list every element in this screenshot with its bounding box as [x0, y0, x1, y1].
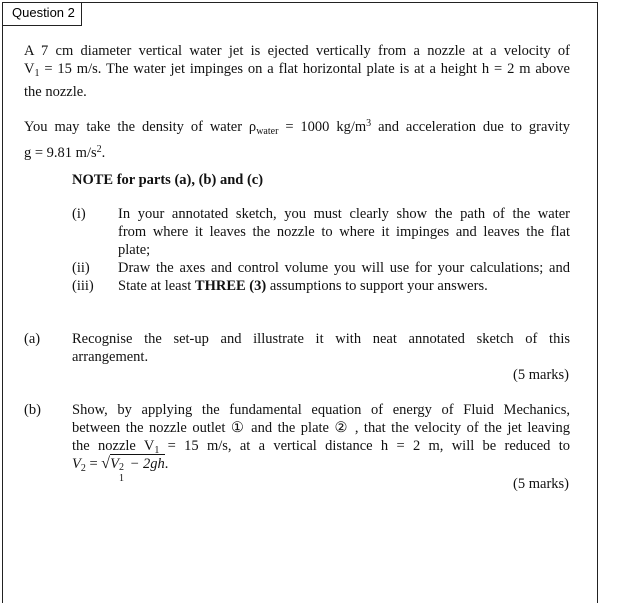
eq-lhs: V — [72, 456, 81, 472]
intro-line-1: A 7 cm diameter vertical water jet is ejected vertically from a nozzle at a velocity of — [24, 43, 570, 59]
part-b-line-3-a: the nozzle V — [72, 438, 155, 454]
eq-lhs-sub: 2 — [80, 463, 86, 474]
note-item-iii — [118, 277, 570, 295]
density-value: = 1000 kg/m — [278, 119, 367, 135]
density-superscript: 3 — [366, 118, 372, 129]
part-b-line-1: Show, by applying the fundamental equation of energy of Fluid Mechanics, — [72, 402, 570, 418]
question-label: Question 2 — [2, 2, 82, 26]
part-b-line-2: between the nozzle outlet ① and the plate ② , that the velocity of the jet leaving — [72, 420, 570, 436]
eq-equals: = — [85, 456, 102, 472]
rad-rest: − 2gh — [125, 456, 165, 472]
part-b-marks: (5 marks) — [513, 476, 569, 492]
density-text: You may take the density of water ρ — [24, 119, 257, 135]
intro-line-2-text: = 15 m/s. The water jet impinges on a flat horizontal plate is at a height h = 2 m above — [39, 61, 570, 77]
sqrt-sign: √ — [101, 455, 111, 472]
eq-end: . — [164, 456, 169, 472]
note-numeral-ii: (ii) — [72, 260, 90, 276]
rad-sup: 2 — [118, 462, 124, 473]
velocity-equation — [72, 455, 169, 484]
gravity-superscript: 2 — [96, 144, 102, 155]
v-symbol: V — [24, 61, 35, 77]
part-a-text — [72, 330, 570, 366]
note-item-ii — [118, 259, 570, 277]
radicand — [110, 454, 165, 484]
note-iii-bold: THREE (3) — [194, 278, 267, 294]
intro-paragraph — [24, 42, 570, 101]
part-b-line-3-sub: 1 — [154, 445, 160, 456]
note-iii-text-b: assumptions to support your answers. — [266, 278, 488, 294]
intro-line-2 — [24, 60, 570, 83]
constants-paragraph — [24, 115, 570, 162]
note-iii-text-a: State at least — [118, 278, 195, 294]
rad-v: V — [110, 456, 119, 472]
density-subscript: water — [256, 126, 279, 137]
note-numeral-iii: (iii) — [72, 278, 94, 294]
part-a-marks: (5 marks) — [513, 367, 569, 383]
rad-sub: 1 — [118, 473, 124, 484]
part-a-line-2: arrangement. — [72, 349, 149, 365]
note-i-line-2: from where it leaves the nozzle to where it impinges and leaves the flat — [118, 224, 570, 240]
note-heading: NOTE for parts (a), (b) and (c) — [72, 172, 264, 188]
note-ii-line-1: Draw the axes and control volume you will use for your calculations; and — [118, 260, 570, 276]
part-b-text — [72, 401, 570, 460]
gravity-text: and acceleration due to gravity — [371, 119, 570, 135]
intro-line-3: the nozzle. — [24, 84, 87, 100]
part-a-label: (a) — [24, 331, 41, 347]
note-item-i — [118, 205, 570, 259]
gravity-period: . — [101, 145, 106, 161]
note-i-line-3: plate; — [118, 242, 151, 258]
part-b-label: (b) — [24, 402, 41, 418]
part-b-line-3-b: = 15 m/s, at a vertical distance h = 2 m, will be reduced to — [159, 438, 571, 454]
constants-line-1 — [24, 115, 570, 141]
v-subscript: 1 — [34, 68, 40, 79]
part-a-line-1: Recognise the set-up and illustrate it with neat annotated sketch of this — [72, 331, 570, 347]
note-numeral-i: (i) — [72, 206, 86, 222]
note-i-line-1: In your annotated sketch, you must clearly show the path of the water — [118, 206, 570, 222]
gravity-value: g = 9.81 m/s — [24, 145, 97, 161]
constants-line-2 — [24, 141, 570, 162]
